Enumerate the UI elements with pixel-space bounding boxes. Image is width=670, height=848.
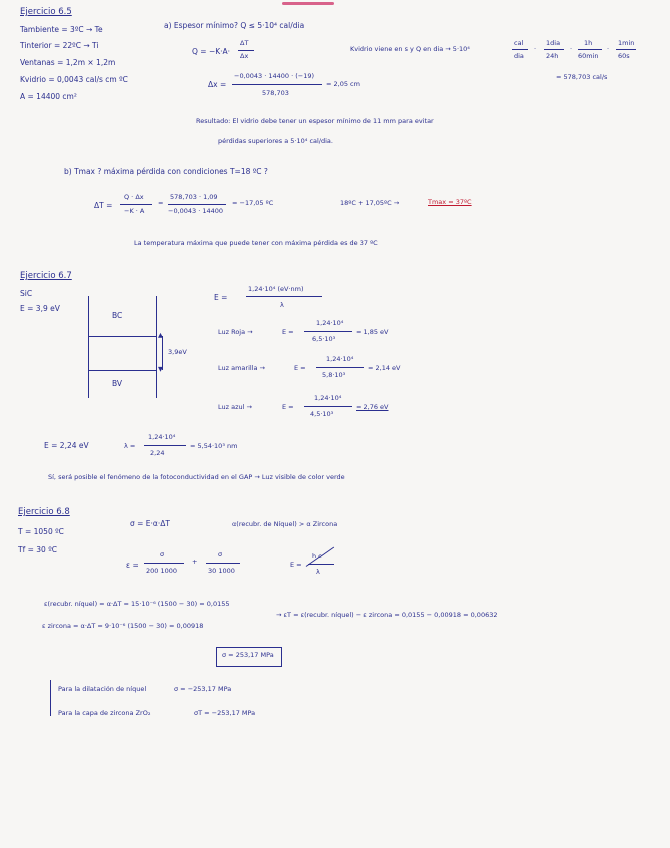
ex67-row2-label: Luz azul → [218,403,252,411]
ex67-row1-result: = 2,14 eV [368,364,401,372]
ex68-f1-den: 200 1000 [146,567,178,575]
ex67-eq-bar [246,296,322,297]
band-diagram-left-edge [88,296,89,398]
ex67-row1-den: 5,8·10³ [322,371,346,379]
ex65-a-conv-f2-den: 24h [546,52,559,60]
band-gap-label: 3,9eV [168,348,187,356]
ex65-data-0: Tambiente = 3ºC → Te [20,25,103,34]
band-valence-label: BV [112,379,123,388]
ex68-f2-den: 30 1000 [208,567,235,575]
ex68-f2-bar [206,563,240,564]
ex68-conc1-value: σ = −253,17 MPa [174,685,232,693]
ex68-data-0: T = 1050 ºC [18,527,64,536]
ex65-a-fourier-lhs: Q = −K·A· [192,47,231,56]
ex67-data-1: E = 3,9 eV [20,304,60,313]
ex68-conc2-value: σT = −253,17 MPa [194,709,256,717]
ex67-data-0: SiC [20,289,33,298]
ex65-a-conv-f1-den: dia [514,52,524,60]
ex67-eq-num: 1,24·10⁴ (eV·nm) [248,285,304,293]
ex67-row2-num: 1,24·10⁴ [314,394,342,402]
ex68-alpha-note: α(recubr. de Níquel) > α Zircona [232,520,338,528]
ex68-plus: + [192,558,198,566]
ex65-title: Ejercicio 6.5 [20,7,72,17]
ex65-b-calc: 18ºC + 17,05ºC → [340,199,400,207]
band-diagram-conduction-edge [88,336,156,337]
ex67-conclusion: Sí, será posible el fenómeno de la fotoconductividad en el GAP → Luz visible de color verde [48,473,345,481]
ex68-hooke-lhs: E = [290,561,302,569]
ex65-a-conv-f3-bar [578,49,602,50]
ex65-b-f1-num: Q · Δx [124,193,144,201]
ex67-row0-lhs: E = [282,328,294,336]
ex65-b-f2-den: −0,0043 · 14400 [168,207,224,215]
ex68-conclusion-brace [50,680,51,716]
ex65-a-conv-dot2: · [570,45,573,53]
ex65-b-f2-bar [168,204,226,205]
band-diagram-valence-edge [88,370,156,371]
ex67-eq-lhs: E = [214,293,228,302]
ex68-data-1: Tf = 30 ºC [18,545,57,554]
ex65-a-conv-f2-bar [544,49,564,50]
ex65-a-dx-result: = 2,05 cm [326,80,360,88]
ex68-sigma-result: σ = 253,17 MPa [222,651,274,659]
ex68-strain-lhs: ε = [126,561,139,570]
ex68-hooke-bar [308,564,334,565]
ex65-a-dx-bar [232,84,322,85]
ex65-a-conv-f3-den: 60min [578,52,599,60]
ex67-row1-label: Luz amarilla → [218,364,265,372]
ex65-a-conv-f4-den: 60s [618,52,630,60]
ex65-b-lhs: ΔT = [94,201,113,210]
ex65-a-frac-num: ΔT [240,39,249,47]
ex67-row2-bar [304,406,352,407]
ex68-hooke-num: h c [312,552,322,560]
ex65-b-f2-num: 578,703 · 1,09 [170,193,218,201]
ex67-lambda-result: = 5,54·10³ nm [190,442,238,450]
ex67-row0-den: 6,5·10³ [312,335,336,343]
ex65-b-eq: = [158,199,164,207]
ex65-b-final: Tmax = 37ºC [428,198,472,206]
ex68-nickel-eq: ε(recubr. níquel) = α·ΔT = 15·10⁻⁶ (1500 − 30) = 0,0155 [44,600,230,608]
ex65-a-conv-result: = 578,703 cal/s [556,73,608,81]
ex68-title: Ejercicio 6.8 [18,507,70,517]
ex67-row0-num: 1,24·10⁴ [316,319,344,327]
ex65-a-conv-dot3: · [607,45,610,53]
ex65-b-f1-den: −K · A [124,207,145,215]
ex67-row2-den: 4,5·10³ [310,410,334,418]
band-gap-arrow-down: ▼ [158,365,163,373]
ex67-row2-lhs: E = [282,403,294,411]
ex65-data-1: Tinterior = 22ºC → Ti [20,41,99,50]
ex65-a-conv-text: Kvidrio viene en s y Q en dia → 5·10⁴ [350,45,470,53]
ex67-e-value: E = 2,24 eV [44,441,89,450]
ex65-a-conv-f4-num: 1min [618,39,635,47]
ex68-total-eq: → εT = ε(recubr. níquel) − ε zircona = 0,0155 − 0,00918 = 0,00632 [276,611,498,619]
ex65-a-dx-den: 578,703 [262,89,289,97]
ex67-title: Ejercicio 6.7 [20,271,72,281]
ex67-lambda-bar [144,445,186,446]
ex65-a-dx-lhs: Δx = [208,80,227,89]
ex68-conc2-text: Para la capa de zircona ZrO₂ [58,709,151,717]
ex65-a-frac-den: Δx [240,52,249,60]
ex68-conc1-text: Para la dilatación de níquel [58,685,147,693]
ex65-a-conv-f3-num: 1h [584,39,593,47]
ex65-b-heading: b) Tmax ? máxima pérdida con condiciones T=18 ºC ? [64,167,268,176]
ex65-a-frac-bar [238,50,254,51]
ex68-formula: σ = E·α·ΔT [130,519,170,528]
band-conduction-label: BC [112,311,123,320]
ex65-a-conv-f4-bar [616,49,636,50]
top-highlight-mark [282,2,334,5]
band-diagram-right-edge [156,296,157,398]
ex67-lambda-lhs: λ = [124,442,136,450]
ex67-lambda-den: 2,24 [150,449,165,457]
ex67-row1-lhs: E = [294,364,306,372]
ex65-a-conv-f1-bar [512,49,528,50]
ex65-data-4: A = 14400 cm² [20,92,77,101]
ex67-row0-label: Luz Roja → [218,328,253,336]
ex67-row0-bar [304,331,352,332]
ex65-a-conv-dot1: · [534,45,537,53]
ex65-b-conclusion: La temperatura máxima que puede tener con máxima pérdida es de 37 ºC [134,239,378,247]
ex67-row0-result: = 1,85 eV [356,328,389,336]
band-gap-arrow-up: ▲ [158,331,163,339]
ex65-b-f1-bar [120,204,152,205]
ex68-f1-bar [144,563,184,564]
ex65-data-3: Kvidrio = 0,0043 cal/s cm ºC [20,75,128,84]
ex68-f2-num: σ [218,550,223,558]
ex67-row2-result: = 2,76 eV [356,403,389,411]
ex67-row1-num: 1,24·10⁴ [326,355,354,363]
ex65-a-conv-f1-num: cal [514,39,524,47]
ex67-eq-den: λ [280,301,284,309]
ex68-hooke-den: λ [316,568,320,576]
ex65-a-dx-num: −0,0043 · 14400 · (−19) [234,72,315,80]
ex68-zirconia-eq: ε zircona = α·ΔT = 9·10⁻⁶ (1500 − 30) = 0,00918 [42,622,204,630]
ex65-b-result: = −17,05 ºC [232,199,274,207]
ex65-a-conv-f2-num: 1dia [546,39,561,47]
ex68-f1-num: σ [160,550,165,558]
ex65-a-heading: a) Espesor mínimo? Q ≤ 5·10⁴ cal/dia [164,21,305,30]
ex65-a-result-line2: pérdidas superiores a 5·10⁴ cal/dia. [218,137,333,145]
ex67-row1-bar [316,367,364,368]
ex65-a-result-line1: Resultado: El vidrio debe tener un espesor mínimo de 11 mm para evitar [196,117,434,125]
ex67-lambda-num: 1,24·10⁴ [148,433,176,441]
ex65-data-2: Ventanas = 1,2m × 1,2m [20,58,116,67]
